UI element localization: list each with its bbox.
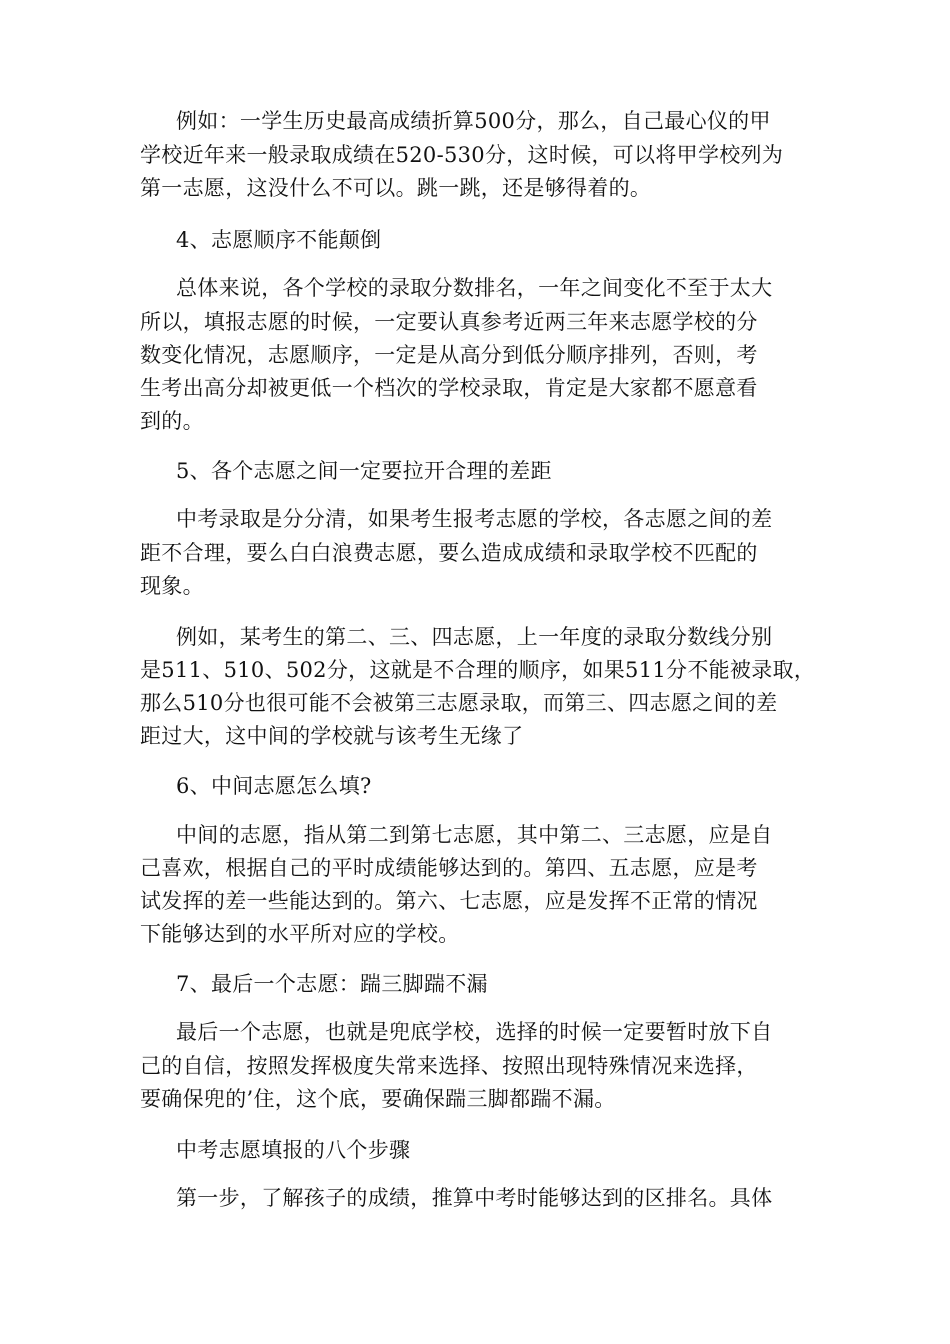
text-line: 己喜欢，根据自己的平时成绩能够达到的。第四、五志愿，应是考: [140, 856, 758, 880]
text-line: 第一志愿，这没什么不可以。跳一跳，还是够得着的。: [140, 176, 652, 200]
text-line: 是511、510、502分，这就是不合理的顺序，如果511分不能被录取，: [140, 658, 816, 682]
text-line: 距过大，这中间的学校就与该考生无缘了: [140, 724, 524, 748]
heading-text: 4、志愿顺序不能颠倒: [176, 228, 382, 252]
heading-text: 5、各个志愿之间一定要拉开合理的差距: [176, 459, 552, 483]
text-line: 中间的志愿，指从第二到第七志愿，其中第二、三志愿，应是自: [176, 823, 773, 847]
text-line: 例如：一学生历史最高成绩折算500分，那么，自己最心仪的甲: [176, 109, 771, 133]
heading-text: 7、最后一个志愿：踹三脚踹不漏: [176, 972, 488, 996]
heading-text: 6、中间志愿怎么填?: [176, 774, 372, 798]
text-line: 总体来说，各个学校的录取分数排名，一年之间变化不至于太大: [176, 276, 773, 300]
text-line: 第一步，了解孩子的成绩，推算中考时能够达到的区排名。具体: [176, 1186, 773, 1210]
text-line: 要确保兜的’住，这个底，要确保踹三脚都踹不漏。: [140, 1087, 616, 1111]
text-line: 现象。: [140, 574, 204, 598]
text-line: 到的。: [140, 409, 204, 433]
text-line: 所以，填报志愿的时候，一定要认真参考近两三年来志愿学校的分: [140, 310, 758, 334]
text-line: 生考出高分却被更低一个档次的学校录取，肯定是大家都不愿意看: [140, 376, 758, 400]
text-line: 试发挥的差一些能达到的。第六、七志愿，应是发挥不正常的情况: [140, 889, 758, 913]
text-line: 距不合理，要么白白浪费志愿，要么造成成绩和录取学校不匹配的: [140, 541, 758, 565]
text-line: 例如，某考生的第二、三、四志愿，上一年度的录取分数线分别: [176, 625, 773, 649]
text-line: 最后一个志愿，也就是兜底学校，选择的时候一定要暂时放下自: [176, 1020, 773, 1044]
text-line: 学校近年来一般录取成绩在520-530分，这时候，可以将甲学校列为: [140, 143, 784, 167]
heading-text: 中考志愿填报的八个步骤: [176, 1138, 411, 1162]
text-line: 己的自信，按照发挥极度失常来选择、按照出现特殊情况来选择，: [140, 1054, 758, 1078]
text-line: 那么510分也很可能不会被第三志愿录取，而第三、四志愿之间的差: [140, 691, 778, 715]
text-line: 中考录取是分分清，如果考生报考志愿的学校，各志愿之间的差: [176, 507, 773, 531]
text-line: 下能够达到的水平所对应的学校。: [140, 922, 460, 946]
text-line: 数变化情况，志愿顺序，一定是从高分到低分顺序排列，否则，考: [140, 343, 758, 367]
